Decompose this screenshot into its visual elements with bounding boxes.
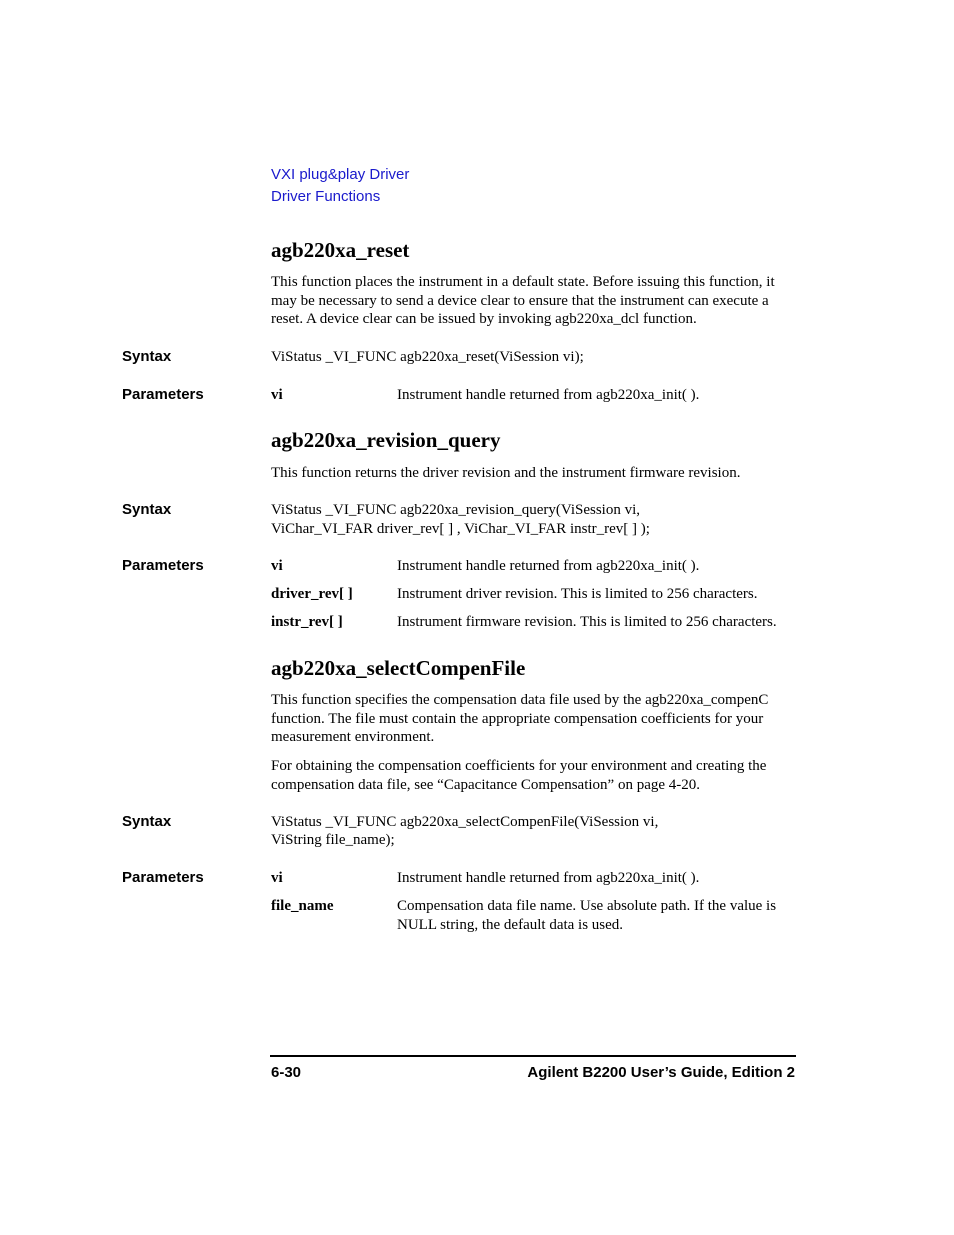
parameter-name: file_name: [271, 898, 334, 914]
parameter-description: Instrument handle returned from agb220xa_init( ).: [397, 558, 700, 574]
parameter-name: vi: [271, 387, 283, 403]
parameter-name: vi: [271, 558, 283, 574]
breadcrumb-chapter: VXI plug&play Driver: [271, 166, 410, 183]
parameter-description: Compensation data file name. Use absolute path. If the value is NULL string, the default data is used.: [397, 898, 777, 933]
section-description-select-compen-file: This function specifies the compensation data file used by the agb220xa_compenC function. The file must contain the appropriate compensation coefficients for your measurement environment.: [271, 692, 769, 746]
syntax-code-select-compen-file-line2: ViString file_name);: [271, 832, 395, 848]
footer-rule: [270, 1055, 796, 1057]
breadcrumb-section: Driver Functions: [271, 188, 381, 205]
section-title-revision-query: agb220xa_revision_query: [271, 428, 501, 452]
parameter-name: driver_rev[ ]: [271, 586, 353, 602]
parameter-description: Instrument driver revision. This is limited to 256 characters.: [397, 586, 758, 602]
syntax-code-select-compen-file-line1: ViStatus _VI_FUNC agb220xa_selectCompenFile(ViSession vi,: [271, 814, 659, 830]
section-description-reset: This function places the instrument in a default state. Before issuing this function, it may be necessary to send a device clear to ensure that the instrument can execute a reset. A device clear can be issued by invoking agb220xa_dcl function.: [271, 274, 775, 328]
syntax-code-revision-query-line1: ViStatus _VI_FUNC agb220xa_revision_query(ViSession vi,: [271, 502, 641, 518]
parameter-name: instr_rev[ ]: [271, 614, 343, 630]
section-title-select-compen-file: agb220xa_selectCompenFile: [271, 656, 526, 680]
parameters-label-reset: Parameters: [122, 386, 204, 403]
page-number: 6-30: [271, 1064, 302, 1081]
guide-title: Agilent B2200 User’s Guide, Edition 2: [527, 1064, 795, 1081]
parameter-name: vi: [271, 870, 283, 886]
syntax-label-revision-query: Syntax: [122, 501, 172, 518]
section-description-revision-query: This function returns the driver revision and the instrument firmware revision.: [271, 465, 741, 481]
syntax-label-select-compen-file: Syntax: [122, 813, 172, 830]
parameters-label-revision-query: Parameters: [122, 557, 204, 574]
section-title-reset: agb220xa_reset: [271, 238, 410, 262]
parameter-description: Instrument handle returned from agb220xa_init( ).: [397, 387, 700, 403]
parameter-description: Instrument firmware revision. This is limited to 256 characters.: [397, 614, 777, 630]
syntax-label-reset: Syntax: [122, 348, 172, 365]
section-note-select-compen-file: For obtaining the compensation coefficients for your environment and creating the compensation data file, see “Capacitance Compensation” on page 4-20.: [271, 758, 767, 793]
parameter-description: Instrument handle returned from agb220xa_init( ).: [397, 870, 700, 886]
parameters-label-select-compen-file: Parameters: [122, 869, 204, 886]
syntax-code-reset: ViStatus _VI_FUNC agb220xa_reset(ViSession vi);: [271, 349, 584, 365]
syntax-code-revision-query-line2: ViChar_VI_FAR driver_rev[ ] , ViChar_VI_FAR instr_rev[ ] );: [271, 521, 650, 537]
